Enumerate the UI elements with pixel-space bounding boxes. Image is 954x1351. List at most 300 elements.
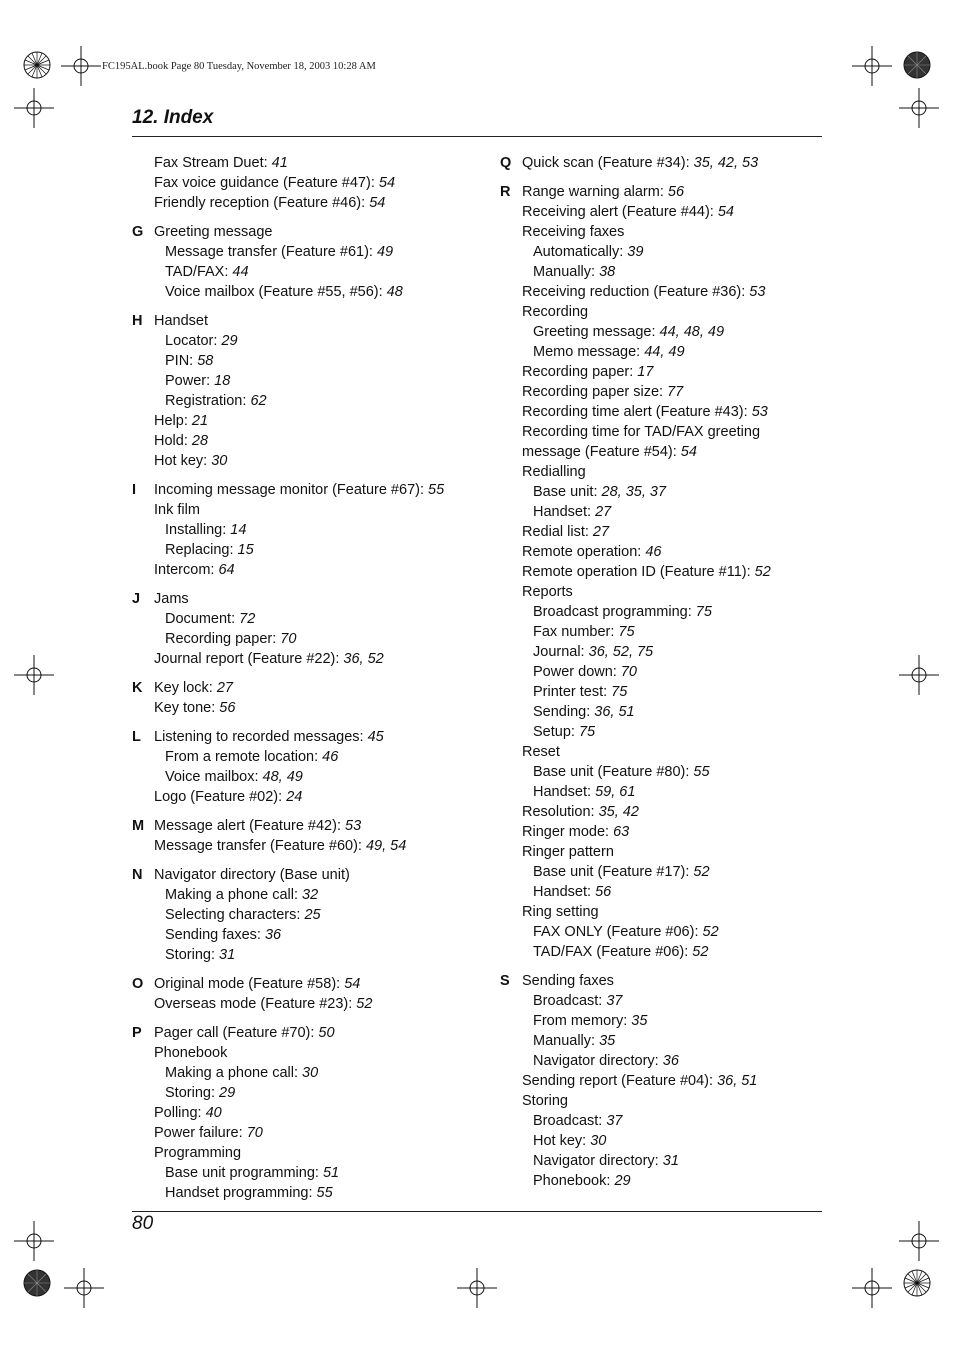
entry-pages: 29 [614,1173,631,1189]
entry-pages: 49 [376,244,394,260]
entry-pages: 17 [637,364,654,380]
entry-pages: 52 [692,944,709,960]
entry-text: Hot key: [533,1133,591,1149]
index-subentry [522,922,830,942]
entry-pages: 54 [369,195,386,211]
crosshair-mark-icon [852,1268,892,1308]
entry-text: Installing: [165,522,231,538]
entry-pages: 38 [599,264,616,280]
entry-text: Memo message: [533,344,645,360]
entry-text: TAD/FAX: [165,264,233,280]
entry-pages: 40 [205,1105,222,1121]
entry-text: Recording paper size: [522,384,668,400]
section-title: 12. Index [132,107,214,128]
index-entry [154,1143,472,1163]
entry-text: Programming [154,1145,242,1161]
entry-text: Power down: [533,664,621,680]
entry-pages: 30 [590,1133,607,1149]
index-entry [154,153,472,173]
index-entry [154,451,472,471]
index-subentry [154,1163,472,1183]
entry-pages: 39 [627,244,644,260]
entry-text: Fax voice guidance (Feature #47): [154,175,379,191]
index-entry [522,302,830,322]
index-letter: G [132,224,144,240]
entry-text: Recording paper: [165,631,281,647]
entry-pages: 77 [667,384,684,400]
index-entry [154,173,472,193]
entry-text: Printer test: [533,684,612,700]
index-group [132,1023,472,1203]
index-subentry [154,747,472,767]
entry-text: Navigator directory (Base unit) [154,867,350,883]
entry-pages: 46 [645,544,662,560]
entry-text: Recording [522,304,589,320]
entry-pages: 35, 42 [598,804,639,820]
index-subentry [154,540,472,560]
index-entry [154,431,472,451]
index-subentry [522,1151,830,1171]
registration-mark-icon [22,50,52,80]
entry-pages: 46 [322,749,339,765]
index-entry [522,182,830,202]
entry-pages: 55 [428,482,445,498]
entry-text: message (Feature #54): [522,444,681,460]
entry-pages: 30 [302,1065,319,1081]
index-entry [154,411,472,431]
print-mark: FC195AL.book Page 80 Tuesday, November 18, 2003 10:28 AM [102,61,376,72]
index-entry [154,816,472,836]
entry-pages: 44, 49 [644,344,685,360]
index-entry [522,222,830,242]
entry-pages: 21 [191,413,209,429]
index-entry [522,562,830,582]
entry-pages: 29 [221,333,238,349]
index-entry [154,1023,472,1043]
crosshair-mark-icon [899,655,939,695]
index-entry [522,153,830,173]
index-column-right [500,153,830,1200]
index-letter: J [132,591,141,607]
entry-text: Listening to recorded messages: [154,729,368,745]
entry-pages: 27 [592,524,610,540]
entry-text: Message transfer (Feature #61): [165,244,377,260]
entry-pages: 27 [595,504,612,520]
index-entry [522,282,830,302]
entry-pages: 35, 42, 53 [693,155,759,171]
entry-text: Recording time for TAD/FAX greeting [522,424,761,440]
entry-text: Registration: [165,393,251,409]
index-entry [522,1091,830,1111]
index-entry [154,222,472,242]
entry-pages: 70 [280,631,297,647]
entry-pages: 53 [749,284,766,300]
entry-pages: 35 [599,1033,616,1049]
index-group [132,678,472,718]
entry-pages: 36, 52 [343,651,384,667]
entry-pages: 52 [754,564,771,580]
entry-text: Handset: [533,884,596,900]
entry-text: Resolution: [522,804,599,820]
entry-text: Message alert (Feature #42): [154,818,346,834]
index-entry [522,442,830,462]
entry-pages: 75 [578,724,596,740]
entry-text: Storing: [165,1085,219,1101]
entry-pages: 37 [606,993,623,1009]
index-entry [154,836,472,856]
entry-text: Handset: [533,504,596,520]
crosshair-mark-icon [14,88,54,128]
crosshair-mark-icon [14,1221,54,1261]
entry-pages: 55 [316,1185,333,1201]
entry-text: Friendly reception (Feature #46): [154,195,370,211]
entry-pages: 29 [219,1085,236,1101]
index-subentry [154,331,472,351]
index-group [132,727,472,807]
entry-pages: 25 [304,907,321,923]
entry-text: Recording time alert (Feature #43): [522,404,752,420]
index-entry [522,742,830,762]
index-subentry [522,991,830,1011]
index-subentry [522,722,830,742]
index-subentry [522,482,830,502]
footer-rule [132,1211,822,1212]
index-entry [522,422,830,442]
index-subentry [522,702,830,722]
index-group [132,222,472,302]
entry-pages: 62 [250,393,267,409]
crosshair-mark-icon [457,1268,497,1308]
index-letter: Q [500,155,512,171]
crosshair-mark-icon [64,1268,104,1308]
entry-text: Storing [522,1093,568,1109]
entry-pages: 30 [211,453,228,469]
index-entry [154,500,472,520]
index-entry [154,1123,472,1143]
entry-pages: 36 [662,1053,679,1069]
index-entry [154,1043,472,1063]
index-entry [154,698,472,718]
entry-pages: 54 [717,204,734,220]
entry-pages: 75 [611,684,628,700]
index-subentry [154,629,472,649]
entry-text: Redial list: [522,524,593,540]
entry-text: Power: [165,373,215,389]
entry-pages: 75 [618,624,635,640]
index-entry [522,822,830,842]
index-letter: S [500,973,510,989]
index-group [132,974,472,1014]
entry-pages: 63 [613,824,630,840]
crosshair-mark-icon [61,46,101,86]
entry-text: Navigator directory: [533,1153,663,1169]
entry-pages: 41 [271,155,288,171]
entry-text: Voice mailbox (Feature #55, #56): [165,284,387,300]
entry-text: Sending: [533,704,595,720]
entry-text: Range warning alarm: [522,184,668,200]
entry-pages: 36, 52, 75 [588,644,654,660]
entry-pages: 36 [264,927,282,943]
crosshair-mark-icon [852,46,892,86]
entry-pages: 52 [702,924,719,940]
index-subentry [522,862,830,882]
index-letter: H [132,313,143,329]
index-entry [154,865,472,885]
entry-text: FAX ONLY (Feature #06): [533,924,703,940]
index-letter: R [500,184,511,200]
entry-text: Setup: [533,724,579,740]
index-subentry [522,342,830,362]
index-entry [154,480,472,500]
index-entry [522,1071,830,1091]
index-subentry [154,1063,472,1083]
entry-text: Reports [522,584,573,600]
index-group [500,153,830,173]
header-rule [132,136,822,137]
entry-text: Ringer pattern [522,844,614,860]
index-subentry [154,767,472,787]
index-subentry [154,371,472,391]
entry-pages: 72 [239,611,256,627]
index-subentry [522,322,830,342]
entry-text: Message transfer (Feature #60): [154,838,366,854]
entry-text: Remote operation: [522,544,646,560]
index-letter: P [132,1025,142,1041]
index-subentry [522,1051,830,1071]
index-letter: L [132,729,141,745]
index-entry [522,842,830,862]
entry-text: Overseas mode (Feature #23): [154,996,357,1012]
entry-text: Key tone: [154,700,220,716]
entry-text: Journal: [533,644,589,660]
entry-pages: 54 [378,175,396,191]
entry-text: Base unit (Feature #17): [533,864,694,880]
registration-mark-icon [902,1268,932,1298]
index-entry [522,971,830,991]
index-subentry [154,242,472,262]
index-subentry [154,945,472,965]
index-entry [154,311,472,331]
index-subentry [522,882,830,902]
entry-pages: 70 [620,664,637,680]
index-entry [154,994,472,1014]
index-subentry [154,282,472,302]
index-entry [154,589,472,609]
entry-text: Navigator directory: [533,1053,663,1069]
entry-pages: 36, 51 [717,1073,758,1089]
index-subentry [154,391,472,411]
index-entry [154,649,472,669]
index-subentry [154,262,472,282]
entry-text: Greeting message [154,224,273,240]
entry-pages: 44, 48, 49 [659,324,725,340]
entry-text: Original mode (Feature #58): [154,976,345,992]
index-group [132,153,472,213]
entry-pages: 52 [356,996,373,1012]
entry-text: Ink film [154,502,200,518]
entry-text: Remote operation ID (Feature #11): [522,564,755,580]
index-group [132,816,472,856]
entry-text: Recording paper: [522,364,638,380]
index-subentry [154,520,472,540]
index-group [132,311,472,471]
index-entry [522,902,830,922]
entry-pages: 58 [197,353,214,369]
entry-text: Phonebook [154,1045,228,1061]
index-entry [522,542,830,562]
index-subentry [522,1031,830,1051]
index-entry [154,1103,472,1123]
index-subentry [522,502,830,522]
index-subentry [522,602,830,622]
index-subentry [522,762,830,782]
entry-text: Base unit (Feature #80): [533,764,694,780]
entry-text: Handset [154,313,209,329]
entry-pages: 49, 54 [365,838,407,854]
index-entry [154,193,472,213]
entry-pages: 35 [631,1013,648,1029]
entry-text: Power failure: [154,1125,247,1141]
entry-text: Sending report (Feature #04): [522,1073,718,1089]
entry-pages: 59, 61 [595,784,636,800]
crosshair-mark-icon [899,1221,939,1261]
entry-text: Jams [154,591,189,607]
index-subentry [522,782,830,802]
entry-text: Receiving faxes [522,224,625,240]
entry-pages: 31 [219,947,236,963]
entry-text: Polling: [154,1105,206,1121]
index-subentry [522,1111,830,1131]
index-column-left [132,153,472,1212]
entry-pages: 36, 51 [594,704,635,720]
entry-pages: 44 [232,264,249,280]
entry-text: Handset programming: [165,1185,317,1201]
index-letter: N [132,867,143,883]
entry-text: Base unit: [533,484,602,500]
index-subentry [522,242,830,262]
entry-pages: 70 [246,1125,263,1141]
index-subentry [522,262,830,282]
index-entry [154,974,472,994]
entry-text: Logo (Feature #02): [154,789,287,805]
index-subentry [522,1171,830,1191]
entry-text: Replacing: [165,542,238,558]
entry-text: Hold: [154,433,192,449]
index-subentry [522,942,830,962]
index-subentry [154,925,472,945]
entry-text: Voice mailbox: [165,769,263,785]
entry-pages: 54 [344,976,361,992]
entry-text: Reset [522,744,560,760]
entry-pages: 28, 35, 37 [601,484,667,500]
entry-pages: 75 [695,604,712,620]
entry-text: Broadcast programming: [533,604,696,620]
entry-text: Locator: [165,333,222,349]
entry-pages: 15 [237,542,254,558]
entry-pages: 54 [680,444,697,460]
registration-mark-icon [22,1268,52,1298]
index-letter: I [132,482,137,498]
entry-text: Storing: [165,947,219,963]
entry-text: Fax number: [533,624,619,640]
entry-pages: 14 [230,522,247,538]
entry-text: Automatically: [533,244,628,260]
index-subentry [154,885,472,905]
index-subentry [522,622,830,642]
entry-text: Phonebook: [533,1173,615,1189]
entry-text: Handset: [533,784,596,800]
crosshair-mark-icon [899,88,939,128]
entry-text: Selecting characters: [165,907,305,923]
entry-text: Key lock: [154,680,217,696]
entry-pages: 56 [667,184,685,200]
entry-pages: 50 [318,1025,335,1041]
index-subentry [154,1083,472,1103]
entry-text: From memory: [533,1013,632,1029]
index-subentry [522,1131,830,1151]
entry-text: Redialling [522,464,586,480]
crosshair-mark-icon [14,655,54,695]
entry-text: Document: [165,611,240,627]
entry-pages: 18 [214,373,231,389]
index-entry [154,678,472,698]
entry-pages: 56 [595,884,612,900]
entry-pages: 48, 49 [262,769,303,785]
index-subentry [154,351,472,371]
entry-text: Manually: [533,264,600,280]
entry-pages: 52 [693,864,710,880]
index-letter: K [132,680,143,696]
index-entry [154,727,472,747]
entry-text: Incoming message monitor (Feature #67): [154,482,429,498]
index-letter: O [132,976,144,992]
entry-text: Fax Stream Duet: [154,155,272,171]
index-group [500,182,830,962]
index-entry [154,560,472,580]
entry-text: Base unit programming: [165,1165,323,1181]
index-subentry [154,905,472,925]
entry-text: Ringer mode: [522,824,614,840]
entry-text: Making a phone call: [165,1065,303,1081]
entry-pages: 51 [322,1165,340,1181]
entry-text: Sending faxes [522,973,614,989]
entry-text: Broadcast: [533,993,607,1009]
entry-pages: 32 [302,887,319,903]
entry-pages: 55 [693,764,710,780]
registration-mark-icon [902,50,932,80]
entry-text: Receiving reduction (Feature #36): [522,284,750,300]
page-number: 80 [132,1213,154,1234]
index-subentry [154,1183,472,1203]
entry-text: Pager call (Feature #70): [154,1025,319,1041]
index-group [500,971,830,1191]
entry-pages: 64 [218,562,235,578]
entry-text: From a remote location: [165,749,323,765]
entry-text: Greeting message: [533,324,660,340]
index-subentry [522,662,830,682]
entry-pages: 56 [219,700,236,716]
entry-pages: 31 [662,1153,679,1169]
entry-text: Making a phone call: [165,887,303,903]
index-entry [522,362,830,382]
index-entry [522,202,830,222]
index-entry [522,522,830,542]
entry-text: TAD/FAX (Feature #06): [533,944,693,960]
index-entry [522,582,830,602]
entry-text: Sending faxes: [165,927,265,943]
entry-text: PIN: [165,353,198,369]
entry-pages: 45 [367,729,384,745]
